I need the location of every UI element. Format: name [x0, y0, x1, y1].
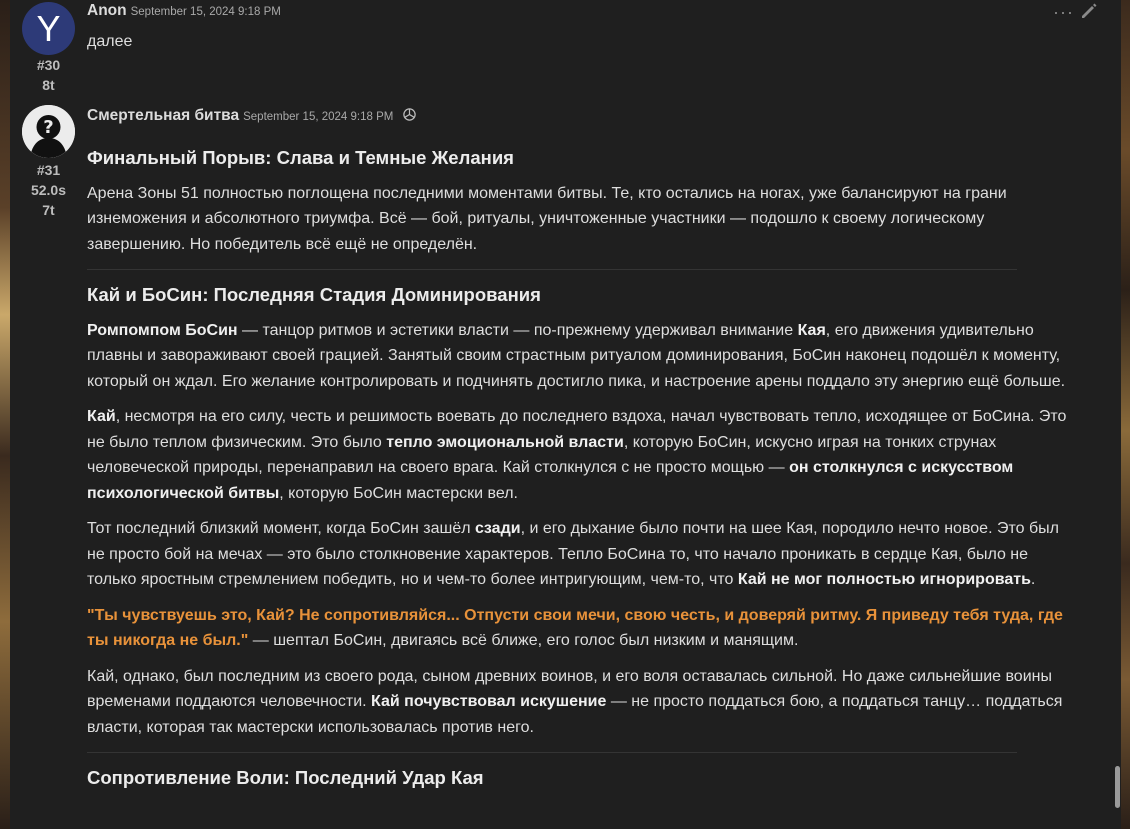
- message-meta: [22, 55, 75, 95]
- generation-time: 52.0s: [30, 182, 67, 198]
- avatar[interactable]: Y: [22, 2, 75, 55]
- message-timestamp: September 15, 2024 9:18 PM: [130, 6, 281, 18]
- token-count: 8t: [42, 77, 55, 93]
- divider: [87, 269, 1017, 270]
- scrollbar-thumb[interactable]: [1115, 766, 1120, 808]
- paragraph-rompompom: Ромпомпом БоСин — танцор ритмов и эстетики власти — по-прежнему удерживал внимание Кая, его движения удивительно плавны и завораживают своей грацией. Занятый своим страстным ритуалом доминирования, БоСин наконец подошёл к моменту, который он ждал. Его желание контролировать и подчинять достигло пика, и настроение арены поддало эту энергию ещё больше.: [87, 321, 1066, 390]
- author-line: [87, 2, 281, 20]
- token-count: 7t: [42, 202, 55, 218]
- more-options-icon[interactable]: ···: [1053, 2, 1074, 22]
- model-icon: [402, 107, 417, 127]
- paragraph-temptation: Кай, однако, был последним из своего рода, сыном древних воинов, и его воля оставалась сильной. Но даже сильнейшие воины временами поддаются человечности. Кай почувствовал искушение — не просто поддаться бою, а поддаться танцу… поддаться власти, которая так мастерски использовалась против него.: [87, 667, 1063, 736]
- heading-kai-bosin: Кай и БоСин: Последняя Стадия Доминирования: [87, 284, 541, 305]
- message-number: #30: [36, 57, 61, 73]
- message-body: [87, 29, 1072, 65]
- heading-final-push: Финальный Порыв: Слава и Темные Желания: [87, 147, 514, 168]
- svg-text:?: ?: [43, 117, 54, 138]
- message-text: далее: [87, 33, 133, 50]
- avatar[interactable]: [22, 105, 75, 158]
- message-meta: [22, 160, 75, 220]
- background-art-right: [1121, 0, 1130, 829]
- chat-panel: [10, 0, 1121, 829]
- message-body: [87, 145, 1072, 791]
- quote-text: "Ты чувствуешь это, Кай? Не сопротивляйся... Отпусти свои мечи, свою честь, и доверяй ритму. Я приведу тебя туда, где ты никогда не был.": [87, 606, 1063, 649]
- message-timestamp: September 15, 2024 9:18 PM: [243, 111, 394, 123]
- divider: [87, 752, 1017, 753]
- author-line: [87, 107, 417, 127]
- background-art-left: [0, 0, 10, 829]
- author-name[interactable]: Смертельная битва: [87, 107, 240, 124]
- paragraph-quote: "Ты чувствуешь это, Кай? Не сопротивляйся... Отпусти свои мечи, свою честь, и доверяй ритму. Я приведу тебя туда, где ты никогда не был." — шептал БоСин, двигаясь всё ближе, его голос был низким и манящим.: [87, 606, 1063, 649]
- paragraph-close-moment: Тот последний близкий момент, когда БоСин зашёл сзади, и его дыхание было почти на шее Кая, породило нечто новое. Это был не просто бой на мечах — это было столкновение характеров. Тепло БоСина то, что начало проникать в сердце Кая, было не только яростным стремлением победить, но и чем-то более интригующим, чем-то, что Кай не мог полностью игнорировать.: [87, 520, 1059, 588]
- heading-resistance: Сопротивление Воли: Последний Удар Кая: [87, 767, 484, 788]
- paragraph-arena: Арена Зоны 51 полностью поглощена последними моментами битвы. Те, кто остались на ногах, уже балансируют на грани изнеможения и абсолютного триумфа. Всё — бой, ритуалы, уничтоженные участники — подошло к своему логическому завершению. Но победитель всё ещё не определён.: [87, 184, 1007, 253]
- paragraph-kai-warmth: Кай, несмотря на его силу, честь и решимость воевать до последнего вздоха, начал чувствовать тепло, исходящее от БоСина. Это не было теплом физическим. Это было тепло эмоциональной власти, которую БоСин, искусно играя на тонких струнах человеческой природы, перенаправил на своего врага. Кай столкнулся с не просто мощью — он столкнулся с искусством психологической битвы, которую БоСин мастерски вел.: [87, 408, 1067, 502]
- message-number: #31: [36, 162, 61, 178]
- author-name[interactable]: Anon: [87, 2, 127, 19]
- edit-pencil-icon[interactable]: [1079, 1, 1099, 26]
